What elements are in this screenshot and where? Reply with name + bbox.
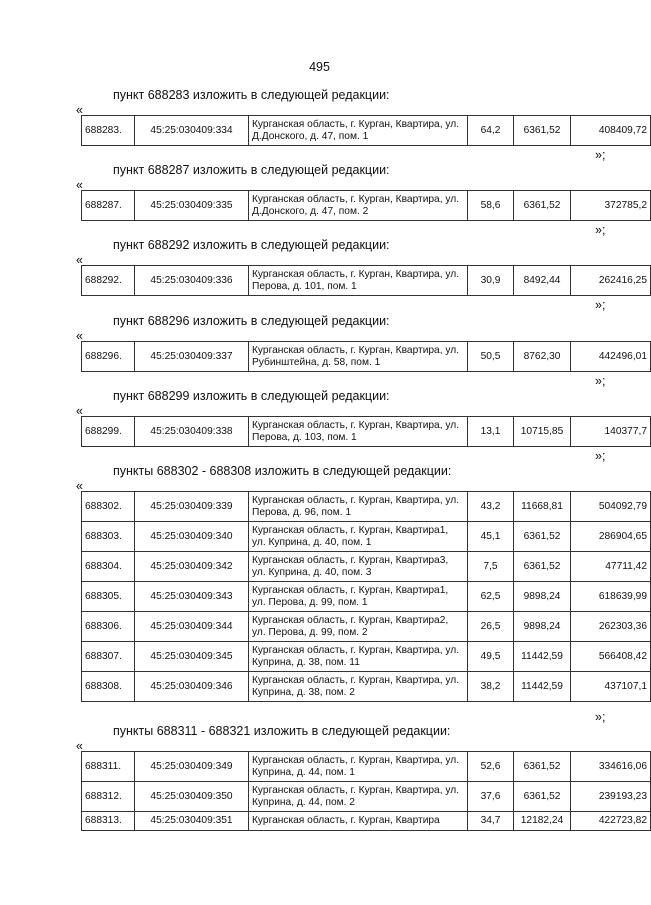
row-number: 688307.: [82, 642, 135, 672]
area-cell: 26,5: [468, 612, 514, 642]
section-heading: пункт 688287 изложить в следующей редакции:: [113, 163, 390, 177]
row-number: 688299.: [82, 417, 135, 447]
sum-cell: 262416,25: [571, 266, 651, 296]
area-cell: 7,5: [468, 552, 514, 582]
section-heading: пункт 688296 изложить в следующей редакции:: [113, 314, 390, 328]
address-cell: Курганская область, г. Курган, Квартира, ул. Куприна, д. 44, пом. 1: [249, 752, 468, 782]
sum-cell: 408409,72: [571, 116, 651, 146]
area-cell: 38,2: [468, 672, 514, 702]
table-row: [82, 522, 651, 552]
sum-cell: 566408,42: [571, 642, 651, 672]
row-number: 688313.: [82, 812, 135, 831]
price-cell: 6361,52: [514, 782, 571, 812]
table-row: [82, 266, 651, 296]
row-number: 688311.: [82, 752, 135, 782]
row-number: 688287.: [82, 191, 135, 221]
table-row: [82, 752, 651, 782]
area-cell: 45,1: [468, 522, 514, 552]
row-number: 688308.: [82, 672, 135, 702]
open-quote: «: [76, 739, 83, 753]
sum-cell: 262303,36: [571, 612, 651, 642]
table-row: [82, 116, 651, 146]
address-cell: Курганская область, г. Курган, Квартира2, ул. Перова, д. 99, пом. 2: [249, 612, 468, 642]
area-cell: 43,2: [468, 492, 514, 522]
open-quote: «: [76, 479, 83, 493]
cadastral-number: 45:25:030409:346: [135, 672, 249, 702]
open-quote: «: [76, 253, 83, 267]
cadastral-number: 45:25:030409:342: [135, 552, 249, 582]
close-quote: »;: [595, 710, 606, 724]
table-row: [82, 642, 651, 672]
cadastral-number: 45:25:030409:340: [135, 522, 249, 552]
address-cell: Курганская область, г. Курган, Квартира1, ул. Куприна, д. 40, пом. 1: [249, 522, 468, 552]
cadastral-number: 45:25:030409:339: [135, 492, 249, 522]
sum-cell: 286904,65: [571, 522, 651, 552]
cadastral-number: 45:25:030409:337: [135, 342, 249, 372]
price-cell: 10715,85: [514, 417, 571, 447]
table-row: [82, 672, 651, 702]
price-cell: 12182,24: [514, 812, 571, 831]
table-row: [82, 492, 651, 522]
price-cell: 11442,59: [514, 642, 571, 672]
property-table: [81, 341, 651, 372]
row-number: 688303.: [82, 522, 135, 552]
sum-cell: 618639,99: [571, 582, 651, 612]
address-cell: Курганская область, г. Курган, Квартира1, ул. Перова, д. 99, пом. 1: [249, 582, 468, 612]
cadastral-number: 45:25:030409:336: [135, 266, 249, 296]
cadastral-number: 45:25:030409:350: [135, 782, 249, 812]
cadastral-number: 45:25:030409:344: [135, 612, 249, 642]
row-number: 688302.: [82, 492, 135, 522]
row-number: 688296.: [82, 342, 135, 372]
property-table: [81, 416, 651, 447]
close-quote: »;: [595, 148, 606, 162]
address-cell: Курганская область, г. Курган, Квартира, ул. Рубинштейна, д. 58, пом. 1: [249, 342, 468, 372]
open-quote: «: [76, 404, 83, 418]
sum-cell: 47711,42: [571, 552, 651, 582]
address-cell: Курганская область, г. Курган, Квартира, ул. Куприна, д. 44, пом. 2: [249, 782, 468, 812]
price-cell: 6361,52: [514, 191, 571, 221]
price-cell: 6361,52: [514, 552, 571, 582]
cadastral-number: 45:25:030409:335: [135, 191, 249, 221]
address-cell: Курганская область, г. Курган, Квартира: [249, 812, 468, 831]
open-quote: «: [76, 178, 83, 192]
price-cell: 6361,52: [514, 522, 571, 552]
sum-cell: 140377,7: [571, 417, 651, 447]
address-cell: Курганская область, г. Курган, Квартира, ул. Куприна, д. 38, пом. 11: [249, 642, 468, 672]
table-row: [82, 342, 651, 372]
area-cell: 37,6: [468, 782, 514, 812]
section-heading: пункты 688302 - 688308 изложить в следующей редакции:: [113, 464, 452, 478]
property-table: [81, 751, 651, 831]
address-cell: Курганская область, г. Курган, Квартира, ул. Д.Донского, д. 47, пом. 2: [249, 191, 468, 221]
row-number: 688304.: [82, 552, 135, 582]
sum-cell: 334616,06: [571, 752, 651, 782]
cadastral-number: 45:25:030409:343: [135, 582, 249, 612]
sum-cell: 442496,01: [571, 342, 651, 372]
property-table: [81, 265, 651, 296]
area-cell: 64,2: [468, 116, 514, 146]
sum-cell: 504092,79: [571, 492, 651, 522]
address-cell: Курганская область, г. Курган, Квартира3, ул. Куприна, д. 40, пом. 3: [249, 552, 468, 582]
cadastral-number: 45:25:030409:345: [135, 642, 249, 672]
address-cell: Курганская область, г. Курган, Квартира, ул. Перова, д. 96, пом. 1: [249, 492, 468, 522]
section-heading: пункт 688283 изложить в следующей редакции:: [113, 88, 390, 102]
cadastral-number: 45:25:030409:338: [135, 417, 249, 447]
area-cell: 62,5: [468, 582, 514, 612]
section-heading: пункт 688299 изложить в следующей редакции:: [113, 389, 390, 403]
table-row: [82, 812, 651, 831]
area-cell: 52,6: [468, 752, 514, 782]
close-quote: »;: [595, 223, 606, 237]
property-table: [81, 491, 651, 702]
table-row: [82, 552, 651, 582]
property-table: [81, 115, 651, 146]
row-number: 688306.: [82, 612, 135, 642]
table-row: [82, 612, 651, 642]
price-cell: 8762,30: [514, 342, 571, 372]
row-number: 688292.: [82, 266, 135, 296]
property-table: [81, 190, 651, 221]
sum-cell: 422723,82: [571, 812, 651, 831]
table-row: [82, 417, 651, 447]
cadastral-number: 45:25:030409:334: [135, 116, 249, 146]
close-quote: »;: [595, 374, 606, 388]
cadastral-number: 45:25:030409:351: [135, 812, 249, 831]
open-quote: «: [76, 329, 83, 343]
sum-cell: 372785,2: [571, 191, 651, 221]
area-cell: 58,6: [468, 191, 514, 221]
sum-cell: 239193,23: [571, 782, 651, 812]
price-cell: 9898,24: [514, 612, 571, 642]
row-number: 688283.: [82, 116, 135, 146]
cadastral-number: 45:25:030409:349: [135, 752, 249, 782]
table-row: [82, 582, 651, 612]
address-cell: Курганская область, г. Курган, Квартира, ул. Перова, д. 101, пом. 1: [249, 266, 468, 296]
area-cell: 49,5: [468, 642, 514, 672]
area-cell: 13,1: [468, 417, 514, 447]
area-cell: 34,7: [468, 812, 514, 831]
close-quote: »;: [595, 449, 606, 463]
close-quote: »;: [595, 298, 606, 312]
price-cell: 6361,52: [514, 752, 571, 782]
section-heading: пункты 688311 - 688321 изложить в следующей редакции:: [113, 724, 451, 738]
section-heading: пункт 688292 изложить в следующей редакции:: [113, 238, 390, 252]
price-cell: 8492,44: [514, 266, 571, 296]
price-cell: 9898,24: [514, 582, 571, 612]
address-cell: Курганская область, г. Курган, Квартира, ул. Куприна, д. 38, пом. 2: [249, 672, 468, 702]
table-row: [82, 191, 651, 221]
open-quote: «: [76, 103, 83, 117]
address-cell: Курганская область, г. Курган, Квартира, ул. Перова, д. 103, пом. 1: [249, 417, 468, 447]
address-cell: Курганская область, г. Курган, Квартира, ул. Д.Донского, д. 47, пом. 1: [249, 116, 468, 146]
page-number: 495: [309, 60, 330, 74]
area-cell: 50,5: [468, 342, 514, 372]
area-cell: 30,9: [468, 266, 514, 296]
row-number: 688305.: [82, 582, 135, 612]
price-cell: 11442,59: [514, 672, 571, 702]
table-row: [82, 782, 651, 812]
price-cell: 11668,81: [514, 492, 571, 522]
sum-cell: 437107,1: [571, 672, 651, 702]
price-cell: 6361,52: [514, 116, 571, 146]
row-number: 688312.: [82, 782, 135, 812]
